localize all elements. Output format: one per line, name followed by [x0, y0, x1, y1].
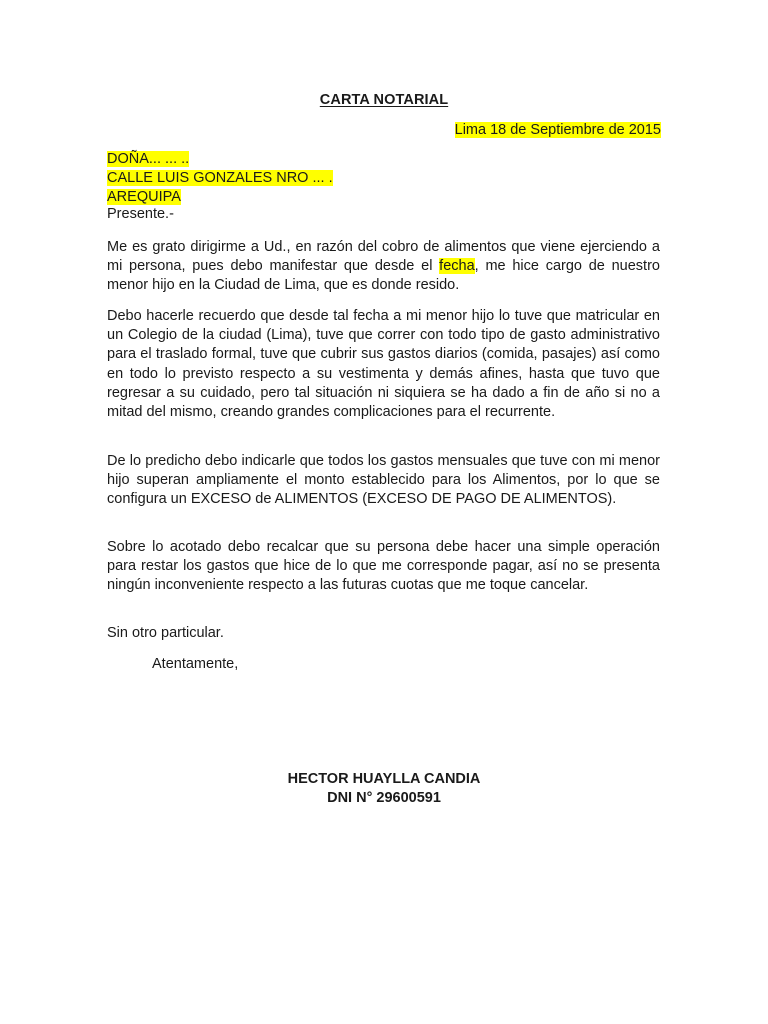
greeting: Presente.- [107, 206, 174, 222]
letter-date [455, 121, 661, 140]
paragraph-1-highlight: fecha [439, 258, 475, 275]
signature-block [0, 770, 768, 808]
date-text: Lima 18 de Septiembre de 2015 [454, 122, 661, 138]
closing: Atentamente, [152, 656, 239, 672]
paragraph-1-before: Me es grato dirigirme a Ud., en razón del cobro de alimentos que viene ejerciendo a mi persona, pues debo manifestar que desde el [107, 239, 660, 275]
signature-name: HECTOR HUAYLLA CANDIA [287, 771, 481, 787]
letter-title-text: CARTA NOTARIAL [319, 92, 449, 108]
paragraph-2: Debo hacerle recuerdo que desde tal fecha a mi menor hijo lo tuve que matricular en un Colegio de la ciudad (Lima), tuve que correr con todo tipo de gasto administrativo para el traslado formal, tuve que cubrir sus gastos diarios (comida, pasajes) así como en todo lo previsto respecto a su vestimenta y demás afines, hasta que tuvo que regresar a su cuidado, pero tal situación ni siquiera se ha dado a fin de año si no a mitad del mismo, creando grandes complicaciones para el recurrente. [107, 308, 660, 421]
recipient-name: DOÑA... ... .. [107, 151, 190, 167]
paragraph-5: Sin otro particular. [107, 625, 224, 641]
paragraph-4: Sobre lo acotado debo recalcar que su persona debe hacer una simple operación para restar los gastos que hice de lo que me corresponde pagar, así no se presenta ningún inconveniente respecto a las futuras cuotas que me toque cancelar. [107, 539, 660, 594]
paragraph-3: De lo predicho debo indicarle que todos los gastos mensuales que tuve con mi menor hijo superan ampliamente el monto establecido para los Alimentos, por lo que se configura un EXCESO de ALIMENTOS (EXCESO DE PAGO DE ALIMENTOS). [107, 453, 660, 508]
paragraph-1-after: , me hice cargo de nuestro menor hijo en la Ciudad de Lima, que es donde resido. [107, 258, 660, 294]
recipient-address [107, 150, 333, 207]
letter-title [0, 92, 768, 108]
recipient-street: CALLE LUIS GONZALES NRO ... . [107, 170, 333, 186]
recipient-city: AREQUIPA [107, 189, 181, 205]
paragraph-1 [107, 238, 660, 296]
signature-id: DNI N° 29600591 [327, 790, 441, 806]
